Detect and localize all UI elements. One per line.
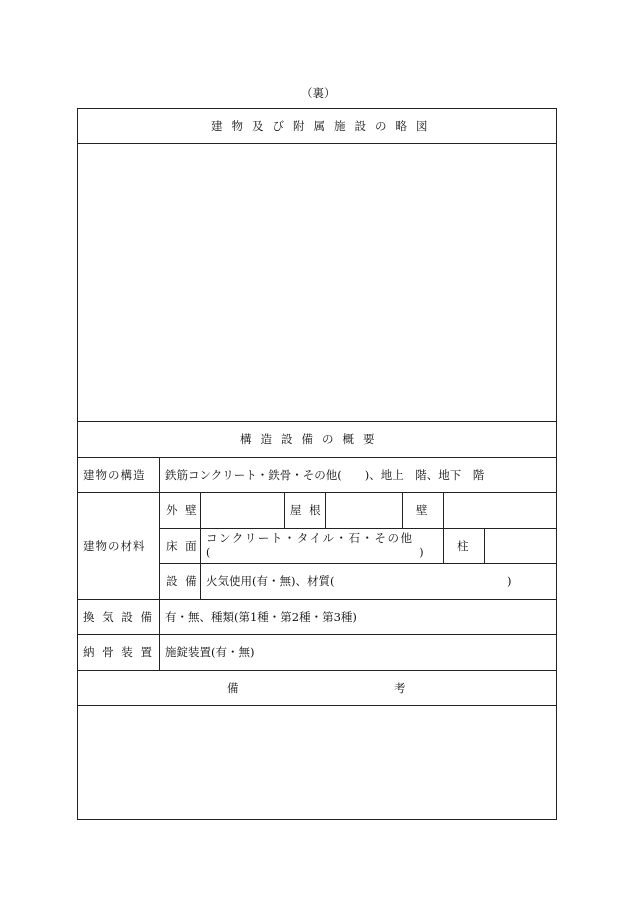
ossuary-value: 施錠装置(有・無)	[165, 645, 255, 659]
pillar-label: 柱	[457, 539, 469, 553]
rule	[77, 492, 557, 493]
remarks-title-right: 考	[394, 681, 406, 695]
remarks-area	[78, 706, 555, 817]
building-structure-label: 建物の構造	[83, 468, 146, 482]
exterior-wall-label: 外 壁	[166, 503, 199, 517]
page-label: （裏）	[301, 86, 336, 100]
roof-label: 屋 根	[290, 503, 323, 517]
equipment-label: 設 備	[166, 574, 199, 588]
rule	[159, 563, 557, 564]
rule	[284, 492, 285, 528]
sketch-area	[78, 144, 555, 420]
wall-label: 壁	[416, 503, 428, 517]
floor-value-line1: コンクリート・タイル・石・その他	[206, 531, 414, 545]
rule	[77, 670, 557, 671]
equipment-value: 火気使用(有・無)、材質( )	[206, 574, 512, 588]
rule	[77, 599, 557, 600]
rule	[325, 492, 326, 528]
rule	[443, 492, 444, 528]
building-structure-value: 鉄筋コンクリート・鉄骨・その他( )、地上 階、地下 階	[165, 468, 485, 482]
floor-label: 床 面	[166, 539, 199, 553]
remarks-title-left: 備	[227, 681, 239, 695]
ossuary-label: 納 骨 装 置	[83, 645, 154, 659]
rule	[200, 492, 201, 599]
sketch-section-title: 建物及び附属施設の略図	[211, 119, 437, 133]
rule	[77, 634, 557, 635]
ventilation-value: 有・無、種類(第1種・第2種・第3種)	[165, 610, 357, 624]
rule	[484, 528, 485, 563]
rule	[443, 528, 444, 563]
rule	[77, 421, 557, 422]
building-materials-label: 建物の材料	[83, 539, 146, 553]
floor-value-line2: ( )	[206, 546, 424, 559]
rule	[402, 492, 403, 528]
ventilation-label: 換 気 設 備	[83, 610, 154, 624]
rule	[77, 457, 557, 458]
rule	[159, 457, 160, 670]
structure-section-title: 構造設備の概要	[240, 432, 384, 446]
rule	[159, 528, 557, 529]
